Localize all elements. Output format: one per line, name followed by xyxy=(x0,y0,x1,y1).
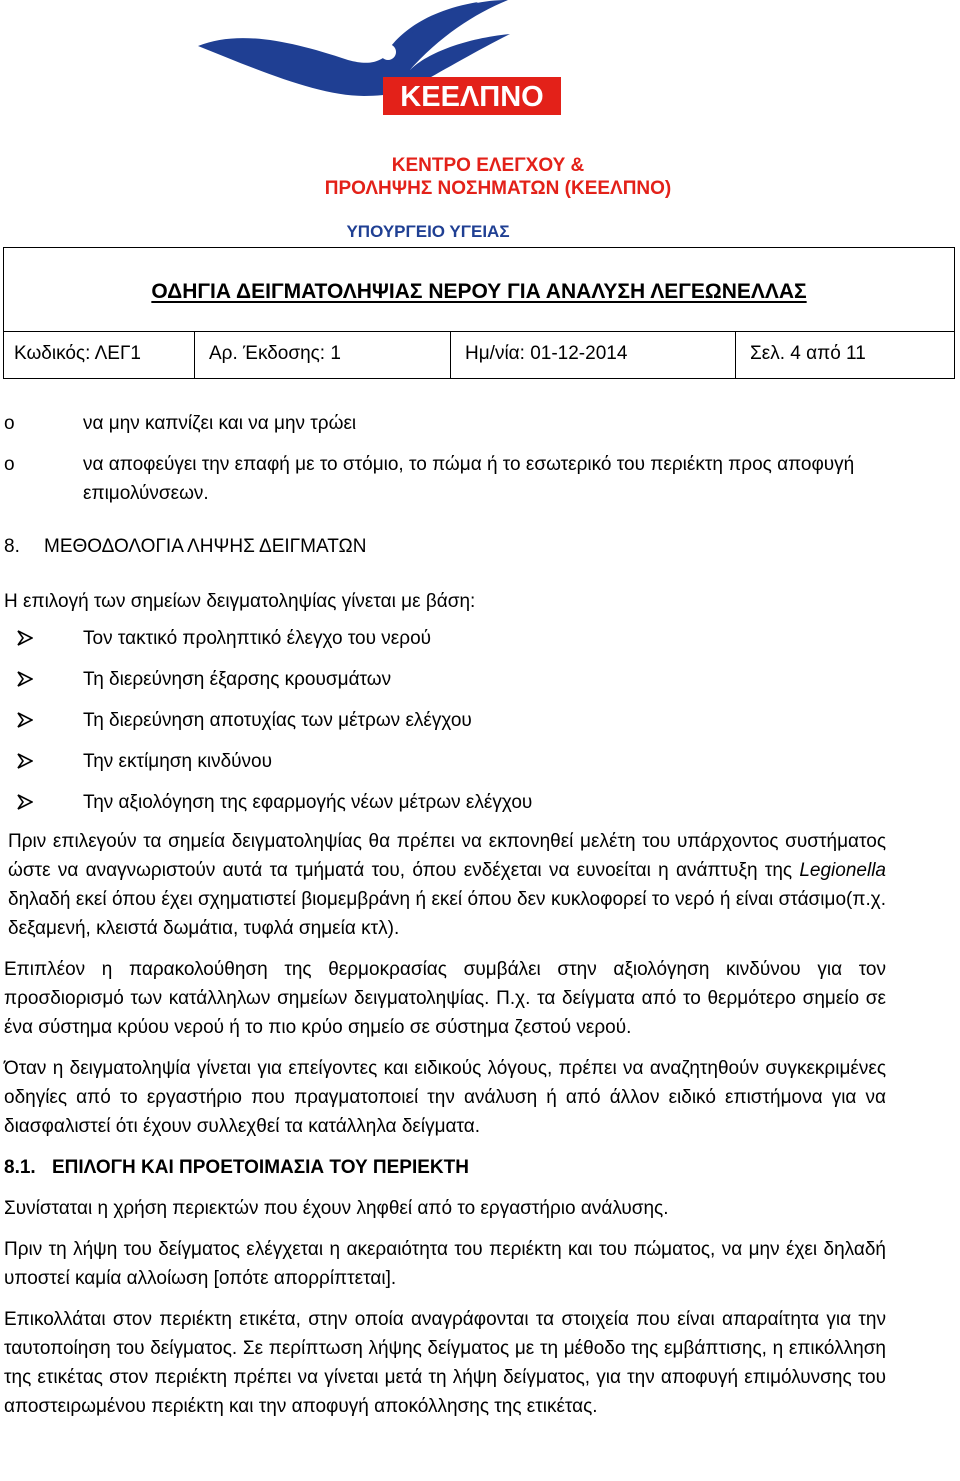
section-title: ΕΠΙΛΟΓΗ ΚΑΙ ΠΡΟΕΤΟΙΜΑΣΙΑ ΤΟΥ ΠΕΡΙΕΚΤΗ xyxy=(52,1157,469,1178)
paragraph-text: Πριν επιλεγούν τα σημεία δειγματοληψίας θα πρέπει να εκπονηθεί μελέτη του υπάρχοντος συστήματος ώστε να αναγνωριστούν αυτά τα τμήματά του, όπου ενδέχεται να ευνοείται η ανάπτυξη της xyxy=(8,831,886,881)
section-number: 8. xyxy=(4,536,20,557)
list-item-text: Τον τακτικό προληπτικό έλεγχο του νερού xyxy=(83,628,432,649)
bullet-circle-marker: o xyxy=(4,454,15,475)
paragraph: Επιπλέον η παρακολούθηση της θερμοκρασίας συμβάλει στην αξιολόγηση κινδύνου για τον προσδιορισμό των κατάλληλων σημείων δειγματοληψίας. Π.χ. τα δείγματα από το θερμότερο σημείο σε ένα σύστημα κρύου νερού ή το πιο κρύο σημείο σε σύστημα ζεστού νερού. xyxy=(4,959,886,1038)
list-item xyxy=(4,747,886,788)
paragraph-text: δηλαδή εκεί όπου έχει σχηματιστεί βιομεμβράνη ή εκεί όπου δεν κυκλοφορεί το νερό ή είναι στάσιμο(π.χ. δεξαμενή, κλειστά δωμάτια, τυφλά σημεία κτλ). xyxy=(8,889,886,939)
paragraph: Πριν τη λήψη του δείγματος ελέγχεται η ακεραιότητα του περιέκτη και του πώματος, να μην έχει δηλαδή υποστεί καμία αλλοίωση [οπότε απορρίπτεται]. xyxy=(4,1239,886,1289)
table-divider xyxy=(194,332,195,378)
list-item xyxy=(4,409,886,438)
document-date: Ημ/νία: 01-12-2014 xyxy=(465,343,628,364)
criteria-list xyxy=(4,624,886,821)
document-title: ΟΔΗΓΙΑ ΔΕΙΓΜΑΤΟΛΗΨΙΑΣ ΝΕΡΟΥ ΓΙΑ ΑΝΑΛΥΣΗ ΛΕΓΕΩΝΕΛΛΑΣ xyxy=(4,248,954,332)
bullet-circle-marker: o xyxy=(4,413,15,434)
list-item-text: Τη διερεύνηση έξαρσης κρουσμάτων xyxy=(83,669,392,690)
table-divider xyxy=(450,332,451,378)
paragraph: Επικολλάται στον περιέκτη ετικέτα, στην οποία αναγράφονται τα στοιχεία που είναι απαραίτητα για την ταυτοποίηση του δείγματος. Σε περίπτωση λήψης δείγματος με τη μέθοδο της εμβάπτισης, η επικόλληση της ετικέτας στον περιέκτη πρέπει να γίνεται μετά τη λήψη δείγματος, για την αποφυγή επιμόλυνσης του αποστειρωμένου περιέκτη και την αποφυγή αποκόλλησης της ετικέτας. xyxy=(4,1309,886,1417)
logo-line-3: ΥΠΟΥΡΓΕΙΟ ΥΓΕΙΑΣ xyxy=(346,222,510,241)
document-meta-row xyxy=(4,332,954,378)
list-item xyxy=(4,706,886,747)
list-item xyxy=(4,624,886,665)
list-item xyxy=(4,450,886,508)
document-version: Αρ. Έκδοσης: 1 xyxy=(209,343,341,364)
arrowhead-bullet-icon xyxy=(17,671,33,687)
logo-line-2: ΠΡΟΛΗΨΗΣ ΝΟΣΗΜΑΤΩΝ (ΚΕΕΛΠΝΟ) xyxy=(324,178,672,199)
document-body xyxy=(4,409,886,1421)
document-header-table xyxy=(3,247,955,379)
keelpno-logo-graphic xyxy=(178,0,718,244)
keelpno-logo xyxy=(178,0,718,244)
arrowhead-bullet-icon xyxy=(17,794,33,810)
document-code: Κωδικός: ΛΕΓ1 xyxy=(14,343,141,364)
section-heading xyxy=(4,1153,886,1182)
arrowhead-bullet-icon xyxy=(17,753,33,769)
table-divider xyxy=(735,332,736,378)
paragraph: Συνίσταται η χρήση περιεκτών που έχουν ληφθεί από το εργαστήριο ανάλυσης. xyxy=(4,1198,669,1219)
paragraph: Η επιλογή των σημείων δειγματοληψίας γίνεται με βάση: xyxy=(4,591,476,612)
list-item-text: να μην καπνίζει και να μην τρώει xyxy=(83,413,357,434)
list-item xyxy=(4,665,886,706)
paragraph: Όταν η δειγματοληψία γίνεται για επείγοντες και ειδικούς λόγους, πρέπει να αναζητηθούν συγκεκριμένες οδηγίες από το εργαστήριο που πραγματοποιεί την ανάλυση ή από άλλον ειδικό επιστήμονα για να διασφαλιστεί ότι έχουν συλλεχθεί τα κατάλληλα δείγματα. xyxy=(4,1058,886,1137)
organism-name: Legionella xyxy=(799,860,886,881)
page-number: Σελ. 4 από 11 xyxy=(750,343,866,364)
list-item-text: να αποφεύγει την επαφή με το στόμιο, το πώμα ή το εσωτερικό του περιέκτη προς αποφυγή επιμολύνσεων. xyxy=(83,454,855,504)
section-number: 8.1. xyxy=(4,1157,36,1178)
list-item-text: Την αξιολόγηση της εφαρμογής νέων μέτρων ελέγχου xyxy=(83,792,533,813)
list-item-text: Τη διερεύνηση αποτυχίας των μέτρων ελέγχου xyxy=(83,710,472,731)
section-title: ΜΕΘΟΔΟΛΟΓΙΑ ΛΗΨΗΣ ΔΕΙΓΜΑΤΩΝ xyxy=(44,536,367,557)
arrowhead-bullet-icon xyxy=(17,712,33,728)
brand-name: ΚΕΕΛΠΝΟ xyxy=(400,81,544,113)
arrowhead-bullet-icon xyxy=(17,630,33,646)
paragraph xyxy=(4,827,886,943)
logo-line-1: ΚΕΝΤΡΟ ΕΛΕΓΧΟΥ & xyxy=(391,155,585,176)
section-heading xyxy=(4,532,886,561)
list-item-text: Την εκτίμηση κινδύνου xyxy=(83,751,272,772)
list-item xyxy=(4,788,886,821)
